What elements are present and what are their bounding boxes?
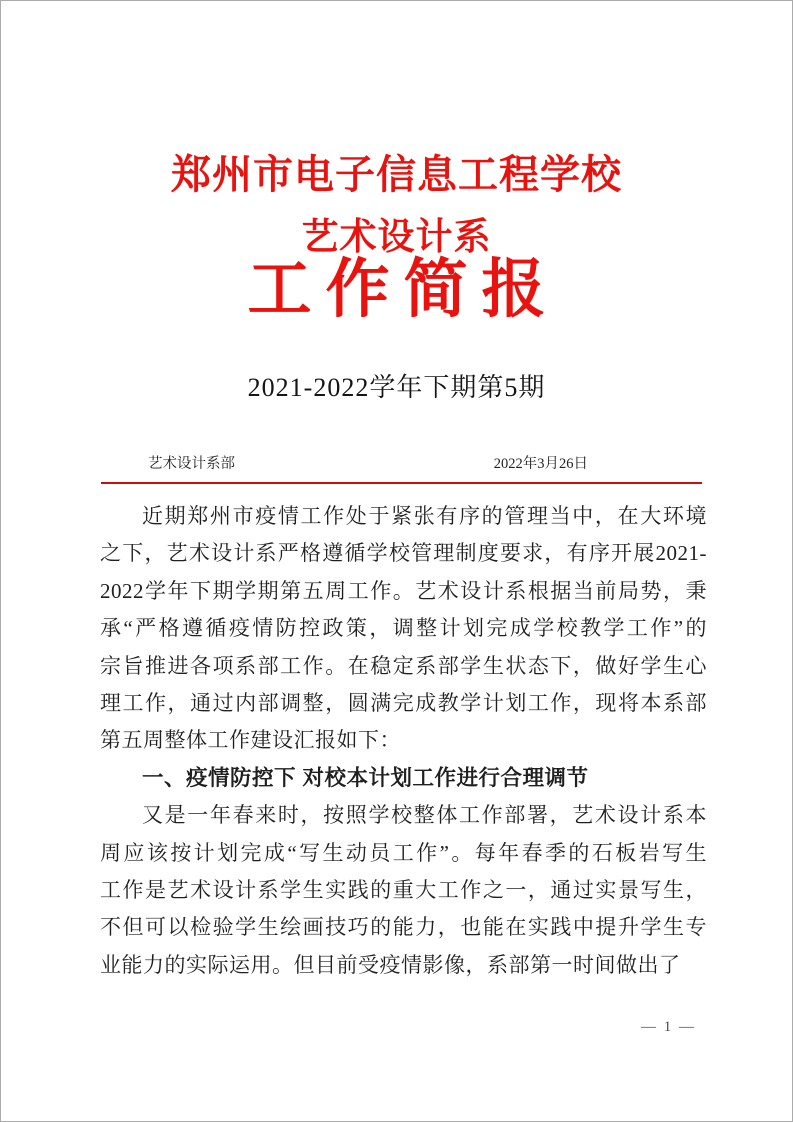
issue-date: 2022年3月26日 bbox=[493, 456, 588, 472]
department-title: 艺术设计系 bbox=[301, 216, 492, 257]
body-text-line: 近期郑州市疫情工作处于紧张有序的管理当中，在大环境 bbox=[142, 504, 707, 528]
body-text-line: 宗旨推进各项系部工作。在稳定系部学生状态下，做好学生心 bbox=[100, 653, 707, 678]
body-text-line: 业能力的实际运用。但目前受疫情影像，系部第一时间做出了 bbox=[100, 952, 681, 977]
body-text-line: 周应该按计划完成“写生动员工作”。每年春季的石板岩写生 bbox=[100, 840, 707, 865]
body-text-line: 承“严格遵循疫情防控政策，调整计划完成学校教学工作”的 bbox=[100, 616, 707, 641]
body-text bbox=[100, 498, 707, 984]
body-text-line: 不但可以检验学生绘画技巧的能力，也能在实践中提升学生专 bbox=[100, 915, 707, 940]
body-text-line: 第五周整体工作建设汇报如下： bbox=[100, 728, 401, 753]
body-text-line: 2022学年下期学期第五周工作。艺术设计系根据当前局势，秉 bbox=[100, 578, 707, 603]
page-number: — 1 — bbox=[641, 1019, 696, 1035]
issuer-date-row bbox=[101, 452, 706, 472]
issue-number: 2021-2022学年下期第5期 bbox=[247, 373, 546, 402]
body-text-line: 理工作，通过内部调整，圆满完成教学计划工作，现将本系部 bbox=[100, 690, 707, 715]
issuer-name: 艺术设计系部 bbox=[148, 456, 235, 472]
body-text-line: 工作是艺术设计系学生实践的重大工作之一，通过实景写生， bbox=[100, 877, 707, 902]
section-heading-1: 一、疫情防控下 对校本计划工作进行合理调节 bbox=[142, 765, 589, 790]
school-title: 郑州市电子信息工程学校 bbox=[171, 153, 622, 197]
header-divider-rule bbox=[101, 482, 702, 484]
body-text-line: 又是一年春来时，按照学校整体工作部署，艺术设计系本 bbox=[142, 803, 707, 828]
bulletin-title: 工作简报 bbox=[247, 252, 560, 327]
body-text-line: 之下，艺术设计系严格遵循学校管理制度要求，有序开展2021- bbox=[100, 541, 707, 566]
